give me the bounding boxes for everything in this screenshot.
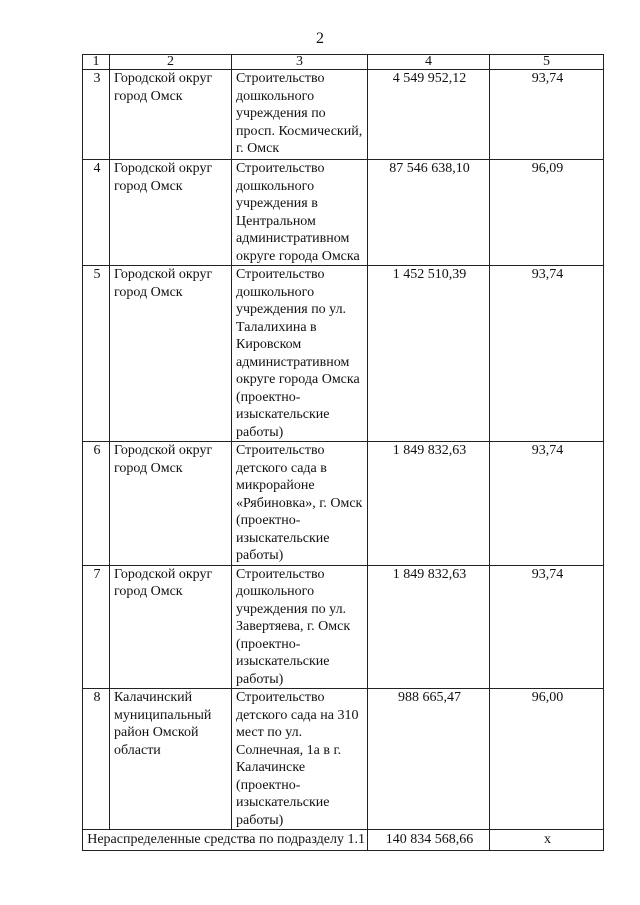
row-number: 5	[83, 266, 110, 442]
page-number: 2	[316, 30, 324, 47]
row-number: 8	[83, 689, 110, 830]
table-row	[83, 565, 604, 689]
row-number: 4	[83, 160, 110, 266]
row-amount: 4 549 952,12	[368, 70, 490, 160]
allocation-table	[82, 54, 604, 851]
row-municipality: Городской округ город Омск	[110, 442, 232, 566]
row-percent: 93,74	[490, 266, 604, 442]
row-object: Строительство дошкольного учреждения в Центральном административном округе города Омска	[232, 160, 368, 266]
row-object: Строительство детского сада на 310 мест по ул. Солнечная, 1а в г. Калачинске (проектно-изыскательские работы)	[232, 689, 368, 830]
table-row	[83, 70, 604, 160]
column-header-object: 3	[232, 55, 368, 70]
row-number: 3	[83, 70, 110, 160]
column-header-percent: 5	[490, 55, 604, 70]
table-row	[83, 689, 604, 830]
table-row	[83, 160, 604, 266]
total-percent: х	[490, 830, 604, 851]
row-percent: 96,09	[490, 160, 604, 266]
total-row	[83, 830, 604, 851]
row-amount: 988 665,47	[368, 689, 490, 830]
row-percent: 96,00	[490, 689, 604, 830]
row-percent: 93,74	[490, 442, 604, 566]
table-row	[83, 442, 604, 566]
row-percent: 93,74	[490, 565, 604, 689]
column-header-number: 1	[83, 55, 110, 70]
row-municipality: Калачинский муниципальный район Омской области	[110, 689, 232, 830]
row-amount: 1 452 510,39	[368, 266, 490, 442]
row-amount: 87 546 638,10	[368, 160, 490, 266]
row-object: Строительство дошкольного учреждения по ул. Завертяева, г. Омск (проектно-изыскательские работы)	[232, 565, 368, 689]
column-header-amount: 4	[368, 55, 490, 70]
row-municipality: Городской округ город Омск	[110, 70, 232, 160]
row-municipality: Городской округ город Омск	[110, 565, 232, 689]
row-municipality: Городской округ город Омск	[110, 160, 232, 266]
total-amount: 140 834 568,66	[368, 830, 490, 851]
row-percent: 93,74	[490, 70, 604, 160]
row-amount: 1 849 832,63	[368, 565, 490, 689]
total-label: Нераспределенные средства по подразделу 1.1	[83, 830, 368, 851]
row-municipality: Городской округ город Омск	[110, 266, 232, 442]
table-row	[83, 266, 604, 442]
row-number: 7	[83, 565, 110, 689]
row-object: Строительство детского сада в микрорайоне «Рябиновка», г. Омск (проектно-изыскательские работы)	[232, 442, 368, 566]
column-header-municipality: 2	[110, 55, 232, 70]
row-amount: 1 849 832,63	[368, 442, 490, 566]
row-number: 6	[83, 442, 110, 566]
table-header-row	[83, 55, 604, 70]
row-object: Строительство дошкольного учреждения по ул. Талалихина в Кировском административном округе города Омска (проектно-изыскательские работы)	[232, 266, 368, 442]
row-object: Строительство дошкольного учреждения по просп. Космический, г. Омск	[232, 70, 368, 160]
